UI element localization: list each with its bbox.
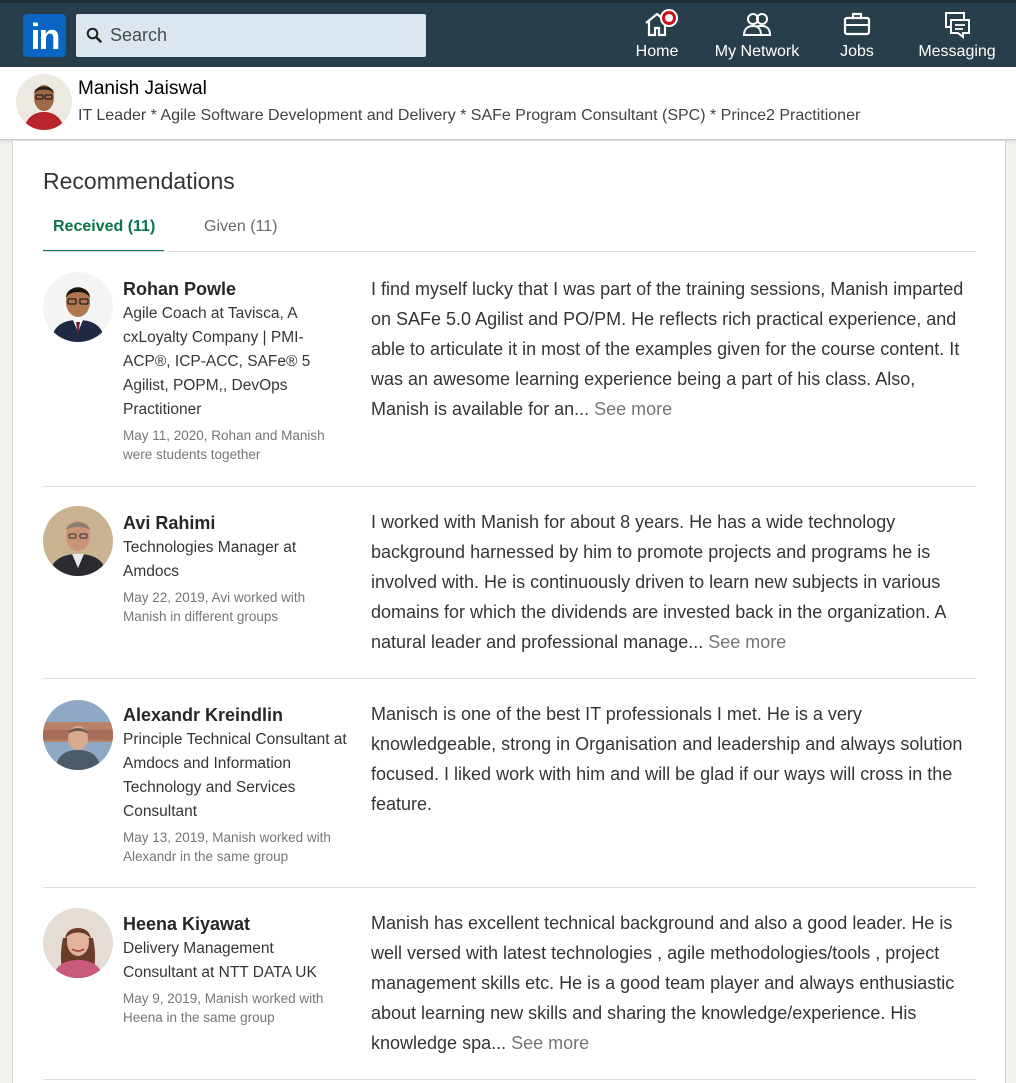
recommender-name[interactable]: Heena Kiyawat (123, 914, 251, 934)
tab-given[interactable]: Given (11) (204, 218, 278, 235)
recommender-title: Agile Coach at Tavisca, A cxLoyalty Company | PMI-ACP®, ICP-ACC, SAFe® 5 Agilist, POPM,, DevOps Practitioner (123, 305, 311, 418)
nav-jobs[interactable] (836, 9, 878, 67)
search-box[interactable] (76, 14, 426, 57)
profile-avatar[interactable] (16, 74, 72, 130)
recommendation-meta: May 22, 2019, Avi worked with Manish in different groups (123, 590, 306, 624)
profile-header (0, 67, 1016, 140)
briefcase-icon (842, 9, 872, 39)
recommendation-text-block (371, 699, 971, 819)
nav-messaging-label: Messaging (918, 43, 996, 60)
recommendation-text-block (371, 507, 971, 657)
recommendation-meta: May 11, 2020, Rohan and Manish were students together (123, 428, 325, 462)
recommendation-item (43, 487, 976, 679)
recommender-avatar[interactable] (43, 700, 113, 770)
section-title: Recommendations (43, 168, 235, 194)
recommendation-text: I worked with Manish for about 8 years. He has a wide technology background harnessed by him to promote projects and programs he is involved with. He is continuously driven to learn new subjects in various domains for which the dividends are invested back in the organization. A natural leader and professional manage... (371, 512, 946, 652)
nav-home-label: Home (635, 43, 679, 60)
recommendation-item (43, 679, 976, 888)
recommender-avatar[interactable] (43, 908, 113, 978)
recommender-avatar[interactable] (43, 272, 113, 342)
nav-my-network-label: My Network (714, 43, 800, 60)
recommendation-meta: May 13, 2019, Manish worked with Alexandr in the same group (123, 830, 331, 864)
recommender-avatar[interactable] (43, 506, 113, 576)
recommender-name[interactable]: Rohan Powle (123, 279, 237, 299)
search-icon (86, 27, 102, 43)
profile-headline: IT Leader * Agile Software Development and Delivery * SAFe Program Consultant (SPC) * Prince2 Practitioner (78, 107, 861, 124)
nav-home[interactable] (630, 9, 684, 67)
see-more-link[interactable]: See more (708, 632, 787, 652)
recommendation-text: Manish has excellent technical background and also a good leader. He is well versed with latest technologies , agile methodologies/tools , project management skills etc. He is a good team player and always enthusiastic about learning new skills and sharing the knowledge/experience. His knowledge spa... (371, 913, 955, 1053)
notification-badge (660, 9, 678, 27)
recommendation-text: I find myself lucky that I was part of the training sessions, Manish imparted on SAFe 5.0 Agilist and PO/PM. He reflects rich practical experience, and able to articulate it in most of the examples given for the course content. It was an awesome learning experience being a part of his class. Also, Manish is available for an... (371, 279, 964, 419)
recommendation-text-block (371, 274, 971, 424)
search-input[interactable] (110, 14, 410, 57)
linkedin-logo[interactable]: in (23, 14, 66, 57)
recommender-title: Delivery Management Consultant at NTT DATA UK (123, 940, 317, 981)
top-navigation (0, 0, 1016, 67)
recommender-name[interactable]: Alexandr Kreindlin (123, 705, 284, 725)
recommendation-text-block (371, 908, 971, 1058)
people-icon (742, 9, 772, 39)
nav-my-network[interactable] (714, 9, 800, 67)
nav-messaging[interactable] (918, 9, 996, 67)
see-more-link[interactable]: See more (511, 1033, 590, 1053)
tab-received[interactable]: Received (11) (43, 218, 164, 252)
recommendation-item (43, 252, 976, 487)
recommendation-item (43, 888, 976, 1080)
recommendation-meta: May 9, 2019, Manish worked with Heena in the same group (123, 991, 324, 1025)
recommender-title: Technologies Manager at Amdocs (123, 539, 297, 580)
recommendation-text: Manisch is one of the best IT professionals I met. He is a very knowledgeable, strong in Organisation and leadership and always solution focused. I liked work with him and will be glad if our ways will cross in the feature. (371, 704, 963, 814)
see-more-link[interactable]: See more (594, 399, 673, 419)
nav-jobs-label: Jobs (840, 43, 874, 60)
chat-icon (942, 9, 972, 39)
recommender-name[interactable]: Avi Rahimi (123, 513, 216, 533)
profile-name[interactable]: Manish Jaiswal (78, 78, 207, 99)
recommender-title: Principle Technical Consultant at Amdocs and Information Technology and Services Consultant (123, 731, 347, 820)
